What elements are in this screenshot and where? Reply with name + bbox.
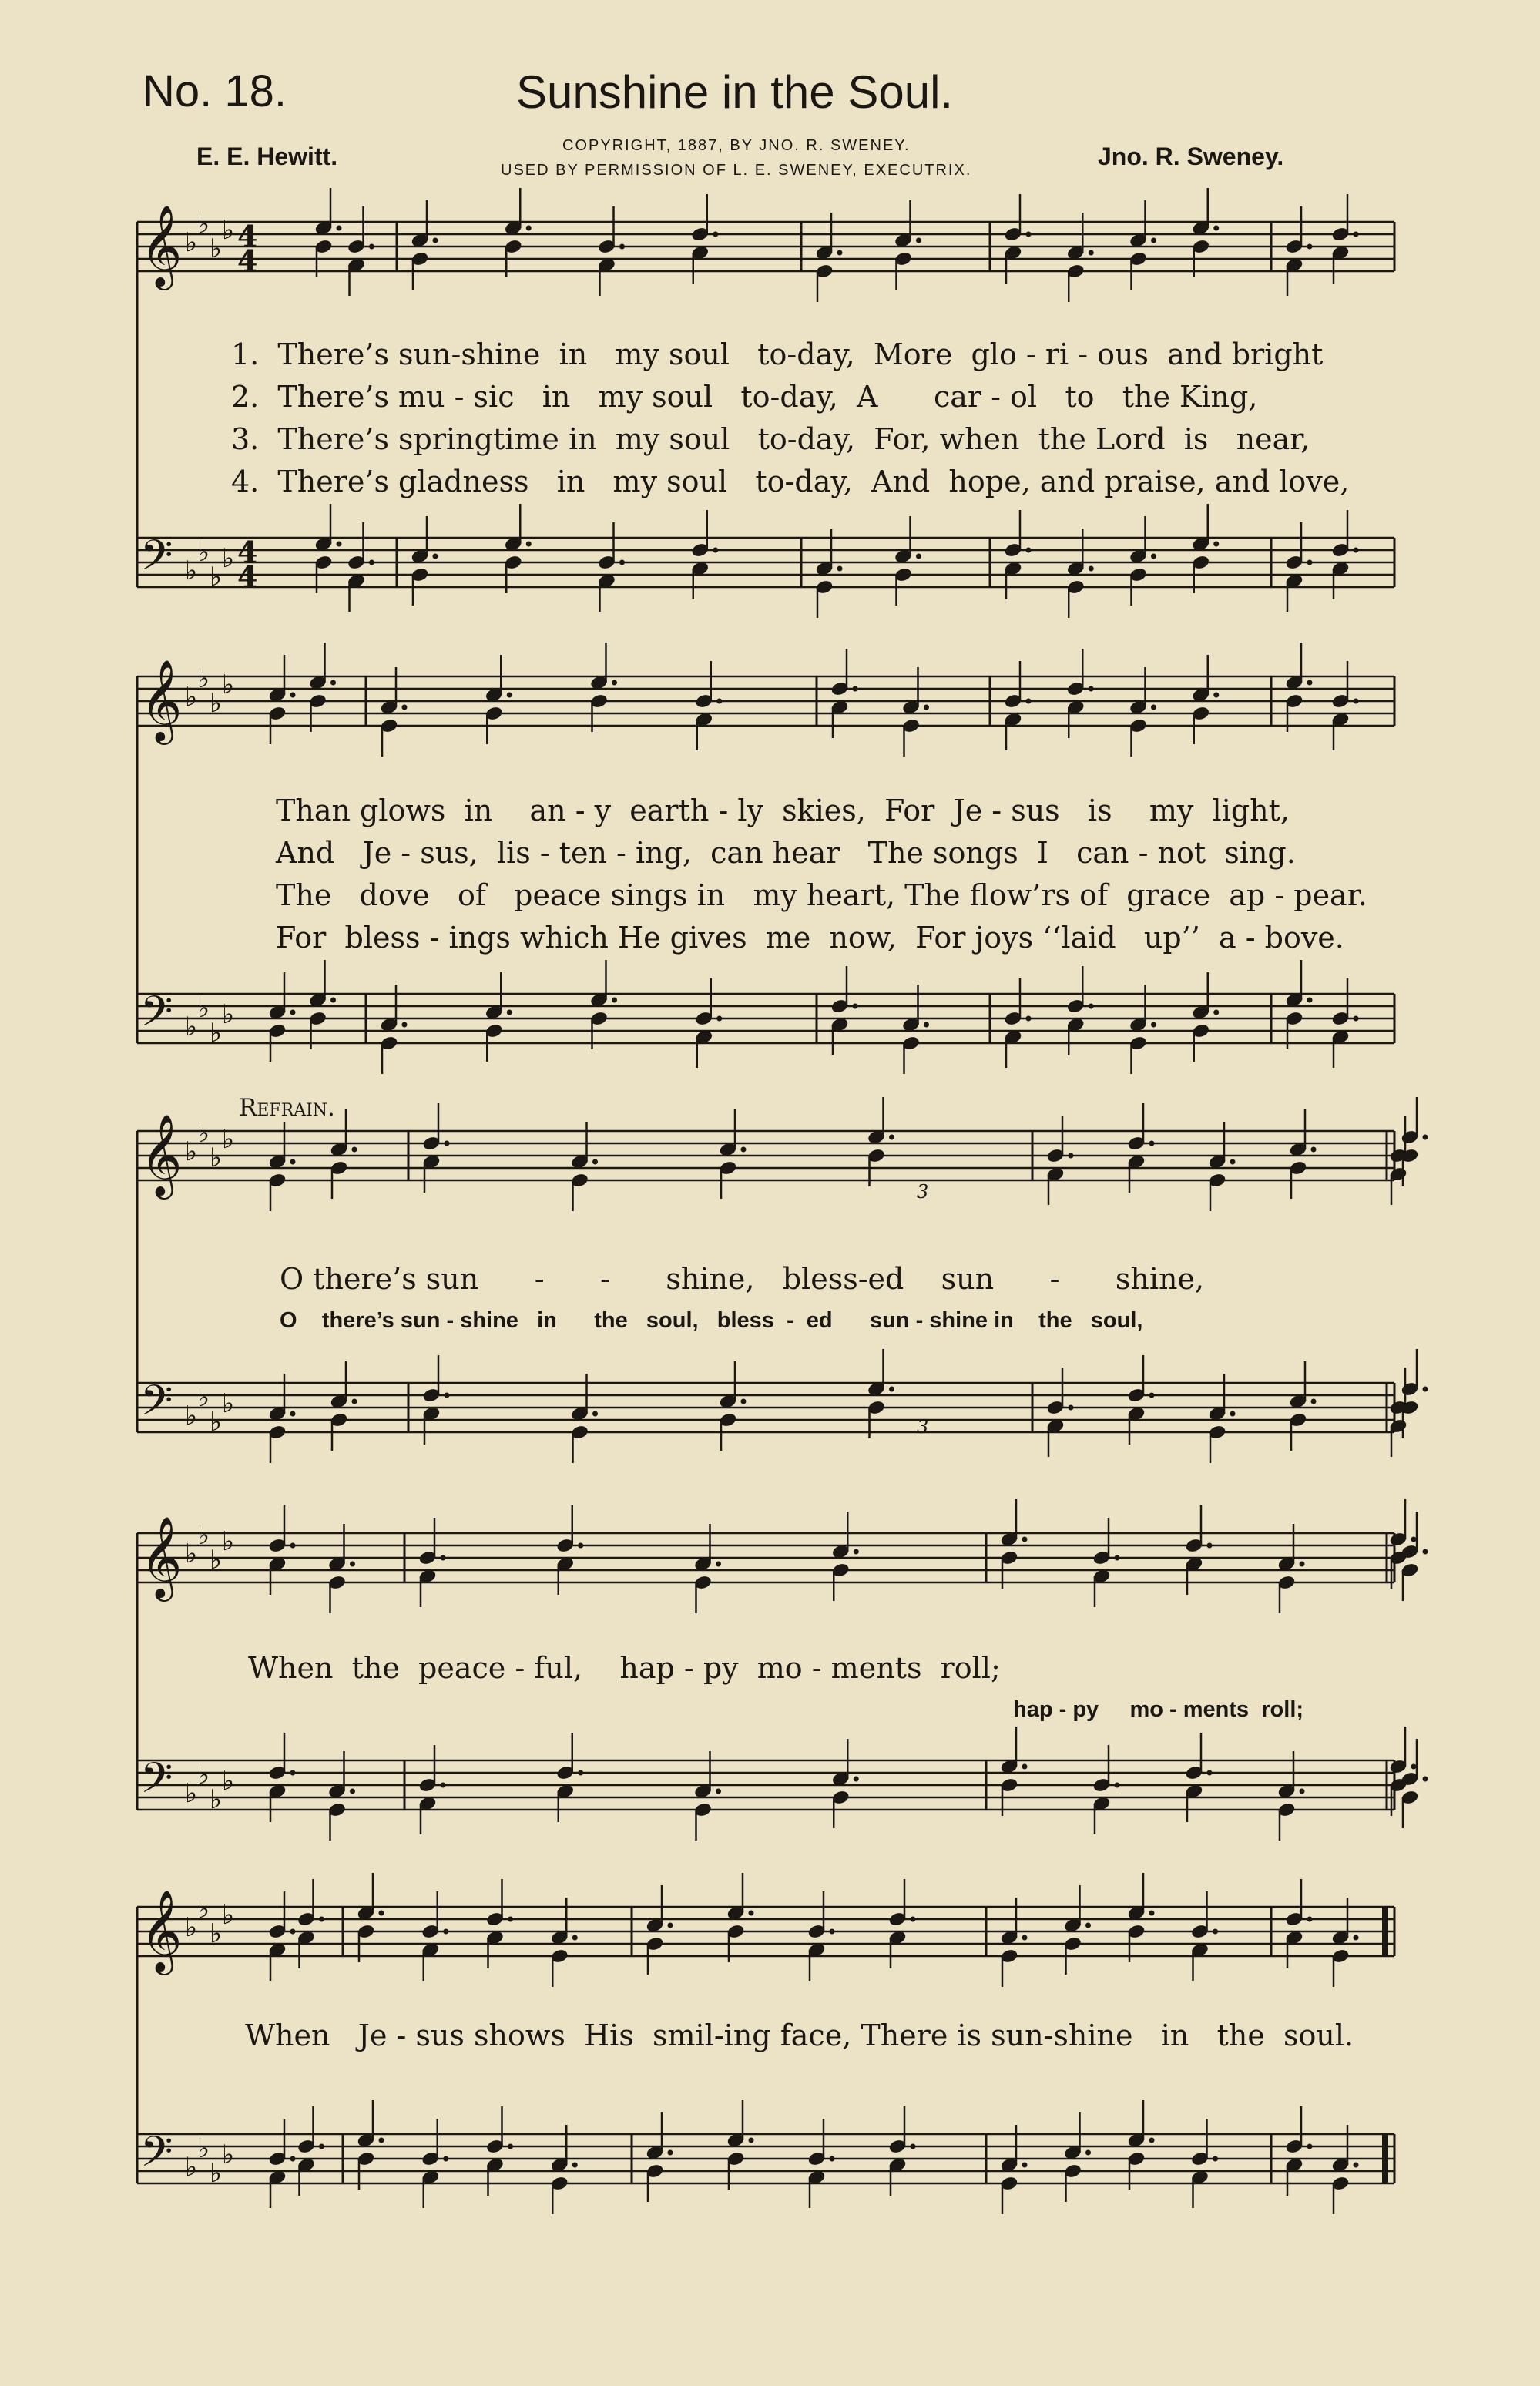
dot <box>1354 548 1358 552</box>
flat-icon: ♭ <box>222 2139 235 2170</box>
dot <box>370 244 374 249</box>
dot <box>890 1387 894 1391</box>
dot <box>351 1562 355 1566</box>
dot <box>1069 1153 1073 1158</box>
dot <box>1022 1537 1027 1542</box>
dot <box>911 1917 915 1921</box>
flat-icon: ♭ <box>185 2152 198 2183</box>
dot <box>508 1917 513 1921</box>
dot <box>911 2144 915 2149</box>
flat-icon: ♭ <box>185 1136 198 1167</box>
dot <box>853 686 857 691</box>
dot <box>1207 1543 1212 1548</box>
dot <box>716 1562 721 1566</box>
dot <box>1230 1159 1235 1164</box>
dot <box>1152 554 1156 559</box>
dot <box>1300 1789 1304 1794</box>
dot <box>526 542 531 546</box>
dot <box>337 542 341 546</box>
dot <box>1307 2144 1312 2149</box>
dot <box>1423 1135 1428 1139</box>
flat-icon: ♭ <box>222 215 235 246</box>
dot <box>1411 1153 1416 1158</box>
dot <box>1089 566 1093 571</box>
dot <box>1152 705 1156 710</box>
refrain-soprano-line-1: O there’s sun - - shine, bless-ed sun - shine, <box>280 1262 1205 1296</box>
flat-icon: ♭ <box>185 555 198 586</box>
dot <box>830 1929 834 1934</box>
dot <box>917 238 921 243</box>
verse-4-line-1: 4. There’s gladness in my soul to-day, And hope, and praise, and love, <box>231 465 1350 498</box>
bass-clef-icon: 𝄢 <box>140 987 173 1046</box>
dot <box>290 1770 295 1775</box>
dot <box>1307 998 1312 1002</box>
dot <box>433 554 438 559</box>
bass-clef-icon: 𝄢 <box>140 2127 173 2186</box>
dot <box>1423 1777 1428 1781</box>
flat-icon: ♭ <box>210 1784 223 1815</box>
dot <box>837 566 842 571</box>
dot <box>1089 1004 1093 1008</box>
flat-icon: ♭ <box>222 1766 235 1797</box>
dot <box>1026 548 1031 552</box>
flat-icon: ♭ <box>210 1918 223 1949</box>
dot <box>1022 1764 1027 1769</box>
flat-icon: ♭ <box>210 2158 223 2189</box>
dot <box>379 1911 384 1915</box>
dot <box>924 1022 929 1027</box>
dot <box>444 1929 448 1934</box>
dot <box>830 2156 834 2161</box>
time-signature-numerator: 4 <box>237 535 258 569</box>
dot <box>1115 1555 1119 1560</box>
copyright-permission-line: USED BY PERMISSION OF L. E. SWENEY, EXECUTRIX. <box>501 162 972 179</box>
dot <box>593 1411 598 1416</box>
flat-icon: ♭ <box>185 1912 198 1943</box>
dot <box>1307 560 1312 565</box>
flat-icon: ♭ <box>185 227 198 258</box>
verse-1-line-2: Than glows in an - y earth - ly skies, For Je - sus is my light, <box>276 794 1290 827</box>
flat-icon: ♭ <box>197 1894 210 1925</box>
refrain-final-line: When Je - sus shows His smil-ing face, There is sun-shine in the soul. <box>245 2019 1354 2052</box>
dot <box>579 1770 583 1775</box>
dot <box>1089 250 1093 255</box>
dot <box>1149 1393 1154 1398</box>
barlines <box>137 222 1394 2183</box>
dot <box>1089 686 1093 691</box>
dot <box>320 1917 324 1921</box>
dot <box>290 1411 295 1416</box>
hymn-number: No. 18. <box>143 66 287 116</box>
dot <box>444 2156 448 2161</box>
verse-1-line-1: 1. There’s sun-shine in my soul to-day, More glo - ri - ous and bright <box>231 337 1324 371</box>
time-signature-denominator: 4 <box>237 243 258 278</box>
dot <box>924 705 929 710</box>
treble-clef-icon: 𝄞 <box>140 1515 183 1598</box>
dot <box>1152 238 1156 243</box>
dot <box>572 1935 577 1940</box>
time-signature-denominator: 4 <box>237 559 258 594</box>
flat-icon: ♭ <box>197 993 210 1024</box>
dot <box>749 2138 753 2143</box>
verse-2-line-2: And Je - sus, lis - ten - ing, can hear The songs I can - not sing. <box>276 836 1296 870</box>
dot <box>1115 1783 1119 1787</box>
flat-icon: ♭ <box>210 233 223 264</box>
dot <box>668 2150 673 2155</box>
flat-icon: ♭ <box>210 1407 223 1438</box>
verse-2-line-1: 2. There’s mu - sic in my soul to-day, A car - ol to the King, <box>231 380 1258 414</box>
dot <box>1022 2163 1027 2167</box>
dot <box>1026 232 1031 237</box>
dot <box>1213 1929 1218 1934</box>
dot <box>290 2156 295 2161</box>
flat-icon: ♭ <box>210 1545 223 1576</box>
dot <box>837 250 842 255</box>
dot <box>917 554 921 559</box>
dot <box>290 1929 295 1934</box>
dot <box>749 1911 753 1915</box>
dot <box>1026 699 1031 703</box>
dot <box>741 1147 746 1152</box>
treble-clef-icon: 𝄞 <box>140 659 183 741</box>
staff-lines <box>137 222 1394 2183</box>
flat-icon: ♭ <box>185 682 198 713</box>
dot <box>507 1010 512 1015</box>
dot <box>290 693 295 697</box>
dot <box>1411 1537 1416 1542</box>
dot <box>1086 2150 1091 2155</box>
dot <box>352 1399 357 1404</box>
flat-icon: ♭ <box>197 209 210 240</box>
dot <box>445 1393 449 1398</box>
dot <box>1149 2138 1154 2143</box>
clefs-and-signatures <box>140 204 928 2189</box>
flat-icon: ♭ <box>210 1018 223 1049</box>
dot <box>445 1141 449 1146</box>
flat-icon: ♭ <box>210 688 223 719</box>
triplet-marker: 3 <box>917 1181 929 1203</box>
dot <box>1354 232 1358 237</box>
dot <box>579 1543 583 1548</box>
copyright-line: COPYRIGHT, 1887, BY JNO. R. SWENEY. <box>562 137 911 154</box>
flat-icon: ♭ <box>185 1778 198 1809</box>
dot <box>1423 1549 1428 1554</box>
dot <box>1214 542 1219 546</box>
dot <box>290 1159 295 1164</box>
dot <box>1214 693 1219 697</box>
dot <box>853 1004 857 1008</box>
dot <box>402 1022 407 1027</box>
flat-icon: ♭ <box>222 999 235 1030</box>
dot <box>612 998 617 1002</box>
author-credit: E. E. Hewitt. <box>196 143 338 170</box>
bass-clef-icon: 𝄢 <box>140 531 173 590</box>
dot <box>337 226 341 230</box>
dot <box>1307 1917 1312 1921</box>
dot <box>620 244 625 249</box>
flat-icon: ♭ <box>197 1118 210 1149</box>
refrain-soprano-line-2: When the peace - ful, hap - py mo - ments roll; <box>248 1651 1001 1685</box>
dot <box>1152 1022 1156 1027</box>
flat-icon: ♭ <box>197 1760 210 1790</box>
dot <box>290 1543 295 1548</box>
treble-clef-icon: 𝄞 <box>140 1113 183 1196</box>
flat-icon: ♭ <box>185 1012 198 1042</box>
dot <box>1022 1935 1027 1940</box>
triplet-marker: 3 <box>917 1416 929 1438</box>
dot <box>854 1777 858 1781</box>
flat-icon: ♭ <box>222 1900 235 1931</box>
dot <box>741 1399 746 1404</box>
bass-clef-icon: 𝄢 <box>140 1753 173 1813</box>
dot <box>1086 1923 1091 1928</box>
dot <box>717 699 722 703</box>
dot <box>1300 1562 1304 1566</box>
flat-icon: ♭ <box>185 1401 198 1431</box>
dot <box>1307 244 1312 249</box>
dot <box>1354 1016 1358 1021</box>
dot <box>1213 2156 1218 2161</box>
dot <box>402 705 407 710</box>
dot <box>890 1135 894 1139</box>
flat-icon: ♭ <box>197 2133 210 2164</box>
dot <box>290 1010 295 1015</box>
verse-3-line-1: 3. There’s springtime in my soul to-day, For, when the Lord is near, <box>231 422 1310 456</box>
dot <box>441 1783 445 1787</box>
dot <box>507 693 512 697</box>
dot <box>1207 1770 1212 1775</box>
flat-icon: ♭ <box>197 1520 210 1551</box>
composer-credit: Jno. R. Sweney. <box>1098 143 1284 170</box>
flat-icon: ♭ <box>197 537 210 568</box>
dot <box>1411 1764 1416 1769</box>
dot <box>1026 1016 1031 1021</box>
time-signature-numerator: 4 <box>237 219 258 253</box>
refrain-label: Refrain. <box>239 1094 335 1122</box>
dot <box>713 232 718 237</box>
flat-icon: ♭ <box>210 1143 223 1173</box>
dot <box>593 1159 598 1164</box>
bass-clef-icon: 𝄢 <box>140 1376 173 1435</box>
dot <box>526 226 531 230</box>
flat-icon: ♭ <box>222 543 235 574</box>
dot <box>352 1147 357 1152</box>
dot <box>716 1789 721 1794</box>
treble-clef-icon: 𝄞 <box>140 1889 183 1972</box>
flat-icon: ♭ <box>222 669 235 700</box>
flat-icon: ♭ <box>197 1382 210 1413</box>
dot <box>320 2144 324 2149</box>
verse-4-line-2: For bless - ings which He gives me now, For joys ‘‘laid up’’ a - bove. <box>276 921 1344 955</box>
dot <box>854 1549 858 1554</box>
dot <box>508 2144 513 2149</box>
treble-clef-icon: 𝄞 <box>140 204 183 287</box>
dot <box>1311 1399 1316 1404</box>
dot <box>1149 1141 1154 1146</box>
flat-icon: ♭ <box>210 562 223 592</box>
dot <box>713 548 718 552</box>
refrain-bass-line-2: hap - py mo - ments roll; <box>1013 1697 1304 1722</box>
verse-3-line-2: The dove of peace sings in my heart, The flow’rs of grace ap - pear. <box>276 878 1367 912</box>
dot <box>433 238 438 243</box>
flat-icon: ♭ <box>222 1124 235 1155</box>
dot <box>1149 1911 1154 1915</box>
dot <box>441 1555 445 1560</box>
hymn-title: Sunshine in the Soul. <box>516 66 954 118</box>
dot <box>331 680 336 685</box>
dot <box>1411 1405 1416 1410</box>
dot <box>351 1789 355 1794</box>
dot <box>331 998 336 1002</box>
dot <box>612 680 617 685</box>
dot <box>1311 1147 1316 1152</box>
dot <box>572 2163 577 2167</box>
dot <box>370 560 374 565</box>
dot <box>379 2138 384 2143</box>
dot <box>1354 699 1358 703</box>
dot <box>1069 1405 1073 1410</box>
dot <box>620 560 625 565</box>
flat-icon: ♭ <box>222 1388 235 1419</box>
flat-icon: ♭ <box>185 1539 198 1569</box>
dot <box>1354 1935 1358 1940</box>
dot <box>1214 226 1219 230</box>
dot <box>1423 1387 1428 1391</box>
dot <box>717 1016 722 1021</box>
dot <box>668 1923 673 1928</box>
dot <box>1230 1411 1235 1416</box>
dot <box>1307 680 1312 685</box>
flat-icon: ♭ <box>197 663 210 694</box>
dot <box>1354 2163 1358 2167</box>
refrain-bass-line-1: O there’s sun - shine in the soul, bless - ed sun - shine in the soul, <box>280 1308 1143 1333</box>
flat-icon: ♭ <box>222 1526 235 1557</box>
dot <box>1214 1010 1219 1015</box>
